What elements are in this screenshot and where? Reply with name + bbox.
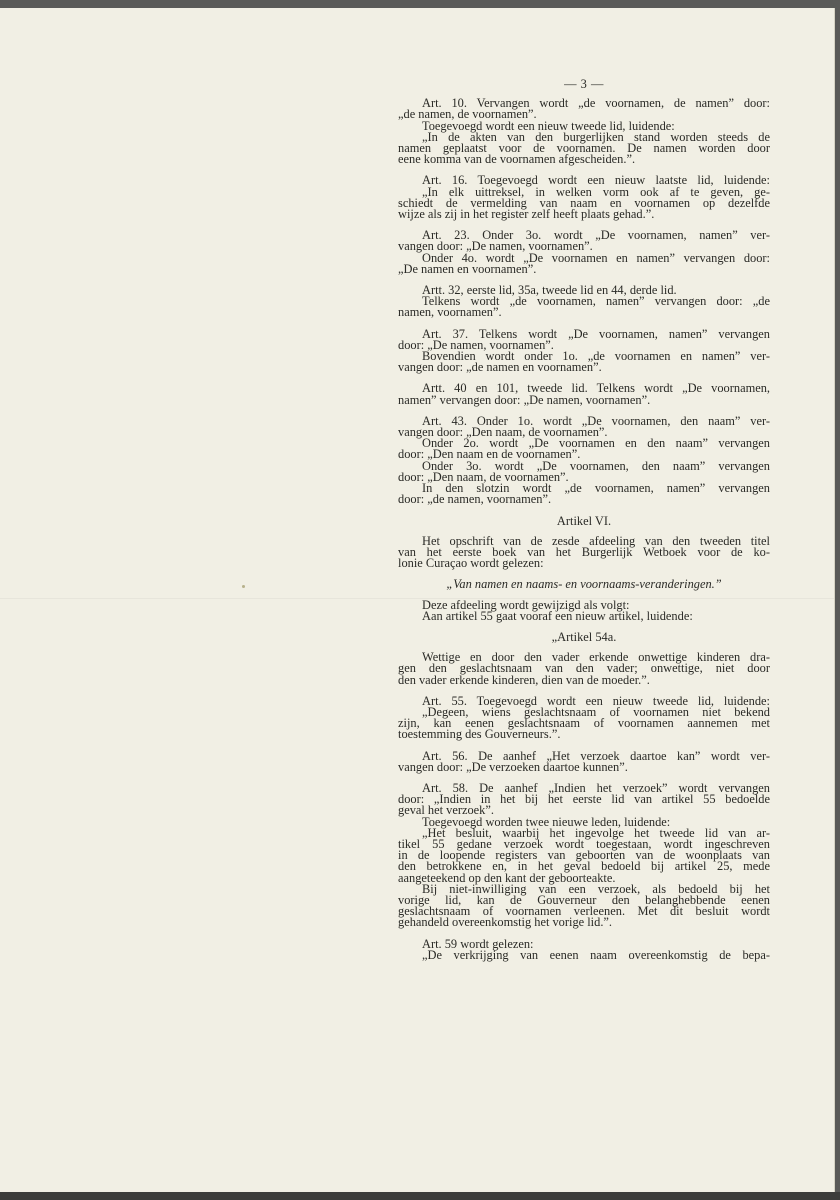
text-line: Art. 37. Telkens wordt „De voornamen, namen” vervangen	[422, 326, 770, 341]
text-line: Onder 4o. wordt „De voornamen en namen” vervangen door:	[422, 250, 770, 265]
text-line: den vader erkende kinderen, dien van de moeder.”.	[398, 672, 650, 687]
paragraph	[398, 533, 770, 571]
text-line: vangen door: „De namen, voornamen”.	[398, 239, 593, 254]
paragraph	[398, 652, 770, 686]
text-line: van het eerste boek van het Burgerlijk Wetboek voor de ko-	[398, 544, 770, 559]
text-line: vangen door: „de namen en voornamen”.	[398, 360, 602, 375]
text-line: Art. 58. De aanhef „Indien het verzoek” wordt vervangen	[422, 780, 770, 795]
text-line: schiedt de vermelding van naam en voornamen op dezelfde	[398, 195, 770, 210]
paragraph	[398, 383, 770, 405]
text-line: gehandeld overeenkomstig het vorige lid.”.	[398, 915, 613, 930]
paragraph	[398, 285, 770, 319]
text-line: Art. 56. De aanhef „Het verzoek daartoe kan” wordt ver-	[422, 748, 770, 763]
paragraph	[398, 98, 770, 165]
paragraph	[398, 175, 770, 220]
paragraph	[398, 413, 770, 507]
text-line: „Degeen, wiens geslachtsnaam of voornamen niet bekend	[422, 704, 770, 719]
text-line: Bovendien wordt onder 1o. „de voornamen en namen” ver-	[422, 349, 770, 364]
text-line: Artt. 32, eerste lid, 35a, tweede lid en 44, derde lid.	[422, 283, 677, 298]
text-line: namen, voornamen”.	[398, 305, 502, 320]
text-line: door: „de namen, voornamen”.	[398, 492, 552, 507]
text-line: Toegevoegd worden twee nieuwe leden, luidende:	[422, 814, 671, 829]
section-heading: Artikel VI.	[556, 513, 612, 528]
text-line: Toegevoegd wordt een nieuw tweede lid, luidende:	[422, 118, 675, 133]
text-line: Art. 55. Toegevoegd wordt een nieuw tweede lid, luidende:	[422, 693, 770, 708]
text-line: Art. 16. Toegevoegd wordt een nieuw laatste lid, luidende:	[422, 173, 770, 188]
section-subtitle: „Van namen en naams- en voornaams-veranderingen.”	[446, 577, 722, 592]
paragraph	[398, 326, 770, 375]
section-heading: „Artikel 54a.	[551, 629, 617, 644]
paragraph	[398, 230, 770, 275]
text-line: Bij niet-inwilliging van een verzoek, als bedoeld bij het	[422, 881, 770, 896]
text-line: In den slotzin wordt „de voornamen, namen” vervangen	[422, 481, 770, 496]
text-line: Art. 59 wordt gelezen:	[422, 936, 534, 951]
paragraph	[398, 597, 770, 623]
text-line: door: „Den naam en de voornamen”.	[398, 447, 581, 462]
paragraph	[398, 936, 770, 962]
page-number: — 3 —	[564, 77, 604, 91]
text-blocks	[398, 98, 770, 961]
text-line: „De namen en voornamen”.	[398, 261, 537, 276]
text-line: eene komma van de voornamen afgescheiden.”.	[398, 152, 636, 167]
text-line: Wettige en door den vader erkende onwettige kinderen dra-	[422, 650, 770, 665]
scan-edge	[0, 1192, 840, 1200]
text-line: lonie Curaçao wordt gelezen:	[398, 556, 544, 571]
text-line: Telkens wordt „de voornamen, namen” vervangen door: „de	[422, 294, 770, 309]
text-line: „Het besluit, waarbij het ingevolge het tweede lid van ar-	[422, 825, 770, 840]
text-line: namen” vervangen door: „De namen, voornamen”.	[398, 392, 651, 407]
text-line: namen geplaatst voor de voornamen. De namen worden door	[398, 141, 770, 156]
text-line: aangeteekend op den kant der geboorteakte.	[398, 870, 616, 885]
paragraph	[398, 780, 770, 930]
text-line: gen den geslachtsnaam van den vader; onwettige, niet door	[398, 661, 770, 676]
text-line: door: „Indien in het bij het eerste lid van artikel 55 bedoelde	[398, 792, 770, 807]
text-line: Het opschrift van de zesde afdeeling van den tweeden titel	[422, 533, 770, 548]
text-line: den betrokkene en, in het geval bedoeld bij artikel 25, mede	[398, 859, 770, 874]
paragraph	[398, 748, 770, 774]
paragraph	[398, 693, 770, 742]
text-line: geslachtsnaam of voornamen verleenen. Met dit besluit wordt	[398, 904, 770, 919]
text-line: geval het verzoek”.	[398, 803, 494, 818]
text-line: door: „De namen, voornamen”.	[398, 337, 554, 352]
text-line: „de namen, de voornamen”.	[398, 107, 537, 122]
text-line: vangen door: „De verzoeken daartoe kunnen”.	[398, 759, 628, 774]
text-line: Art. 43. Onder 1o. wordt „De voornamen, den naam” ver-	[422, 413, 770, 428]
text-line: Deze afdeeling wordt gewijzigd als volgt:	[422, 597, 630, 612]
text-line: „In de akten van den burgerlijken stand worden steeds de	[422, 129, 770, 144]
text-line: toestemming des Gouverneurs.”.	[398, 727, 561, 742]
text-line: wijze als zij in het register zelf heeft plaats gehad.”.	[398, 207, 655, 222]
text-line: in de loopende registers van geboorten van de woonplaats van	[398, 848, 770, 863]
text-line: „In elk uittreksel, in welken vorm ook af te geven, ge-	[422, 184, 770, 199]
text-line: Onder 2o. wordt „De voornamen en den naam” vervangen	[422, 436, 770, 451]
text-line: Onder 3o. wordt „De voornamen, den naam” vervangen	[422, 458, 770, 473]
text-line: vangen door: „Den naam, de voornamen”.	[398, 425, 608, 440]
text-line: „De verkrijging van eenen naam overeenkomstig de bepa-	[422, 947, 770, 962]
text-line: Aan artikel 55 gaat vooraf een nieuw artikel, luidende:	[422, 608, 693, 623]
document-text	[398, 79, 770, 971]
text-line: tikel 55 gedane verzoek wordt toegestaan, wordt ingeschreven	[398, 836, 770, 851]
text-line: Art. 10. Vervangen wordt „de voornamen, de namen” door:	[422, 96, 770, 111]
paper-speck	[242, 585, 245, 588]
text-line: door: „Den naam, de voornamen”.	[398, 469, 569, 484]
text-line: Artt. 40 en 101, tweede lid. Telkens wordt „De voornamen,	[422, 381, 770, 396]
text-line: zijn, kan eenen geslachtsnaam of voornamen aannemen met	[398, 716, 770, 731]
text-line: vorige lid, kan de Gouverneur den belanghebbende eenen	[398, 892, 770, 907]
text-line: Art. 23. Onder 3o. wordt „De voornamen, namen” ver-	[422, 228, 770, 243]
